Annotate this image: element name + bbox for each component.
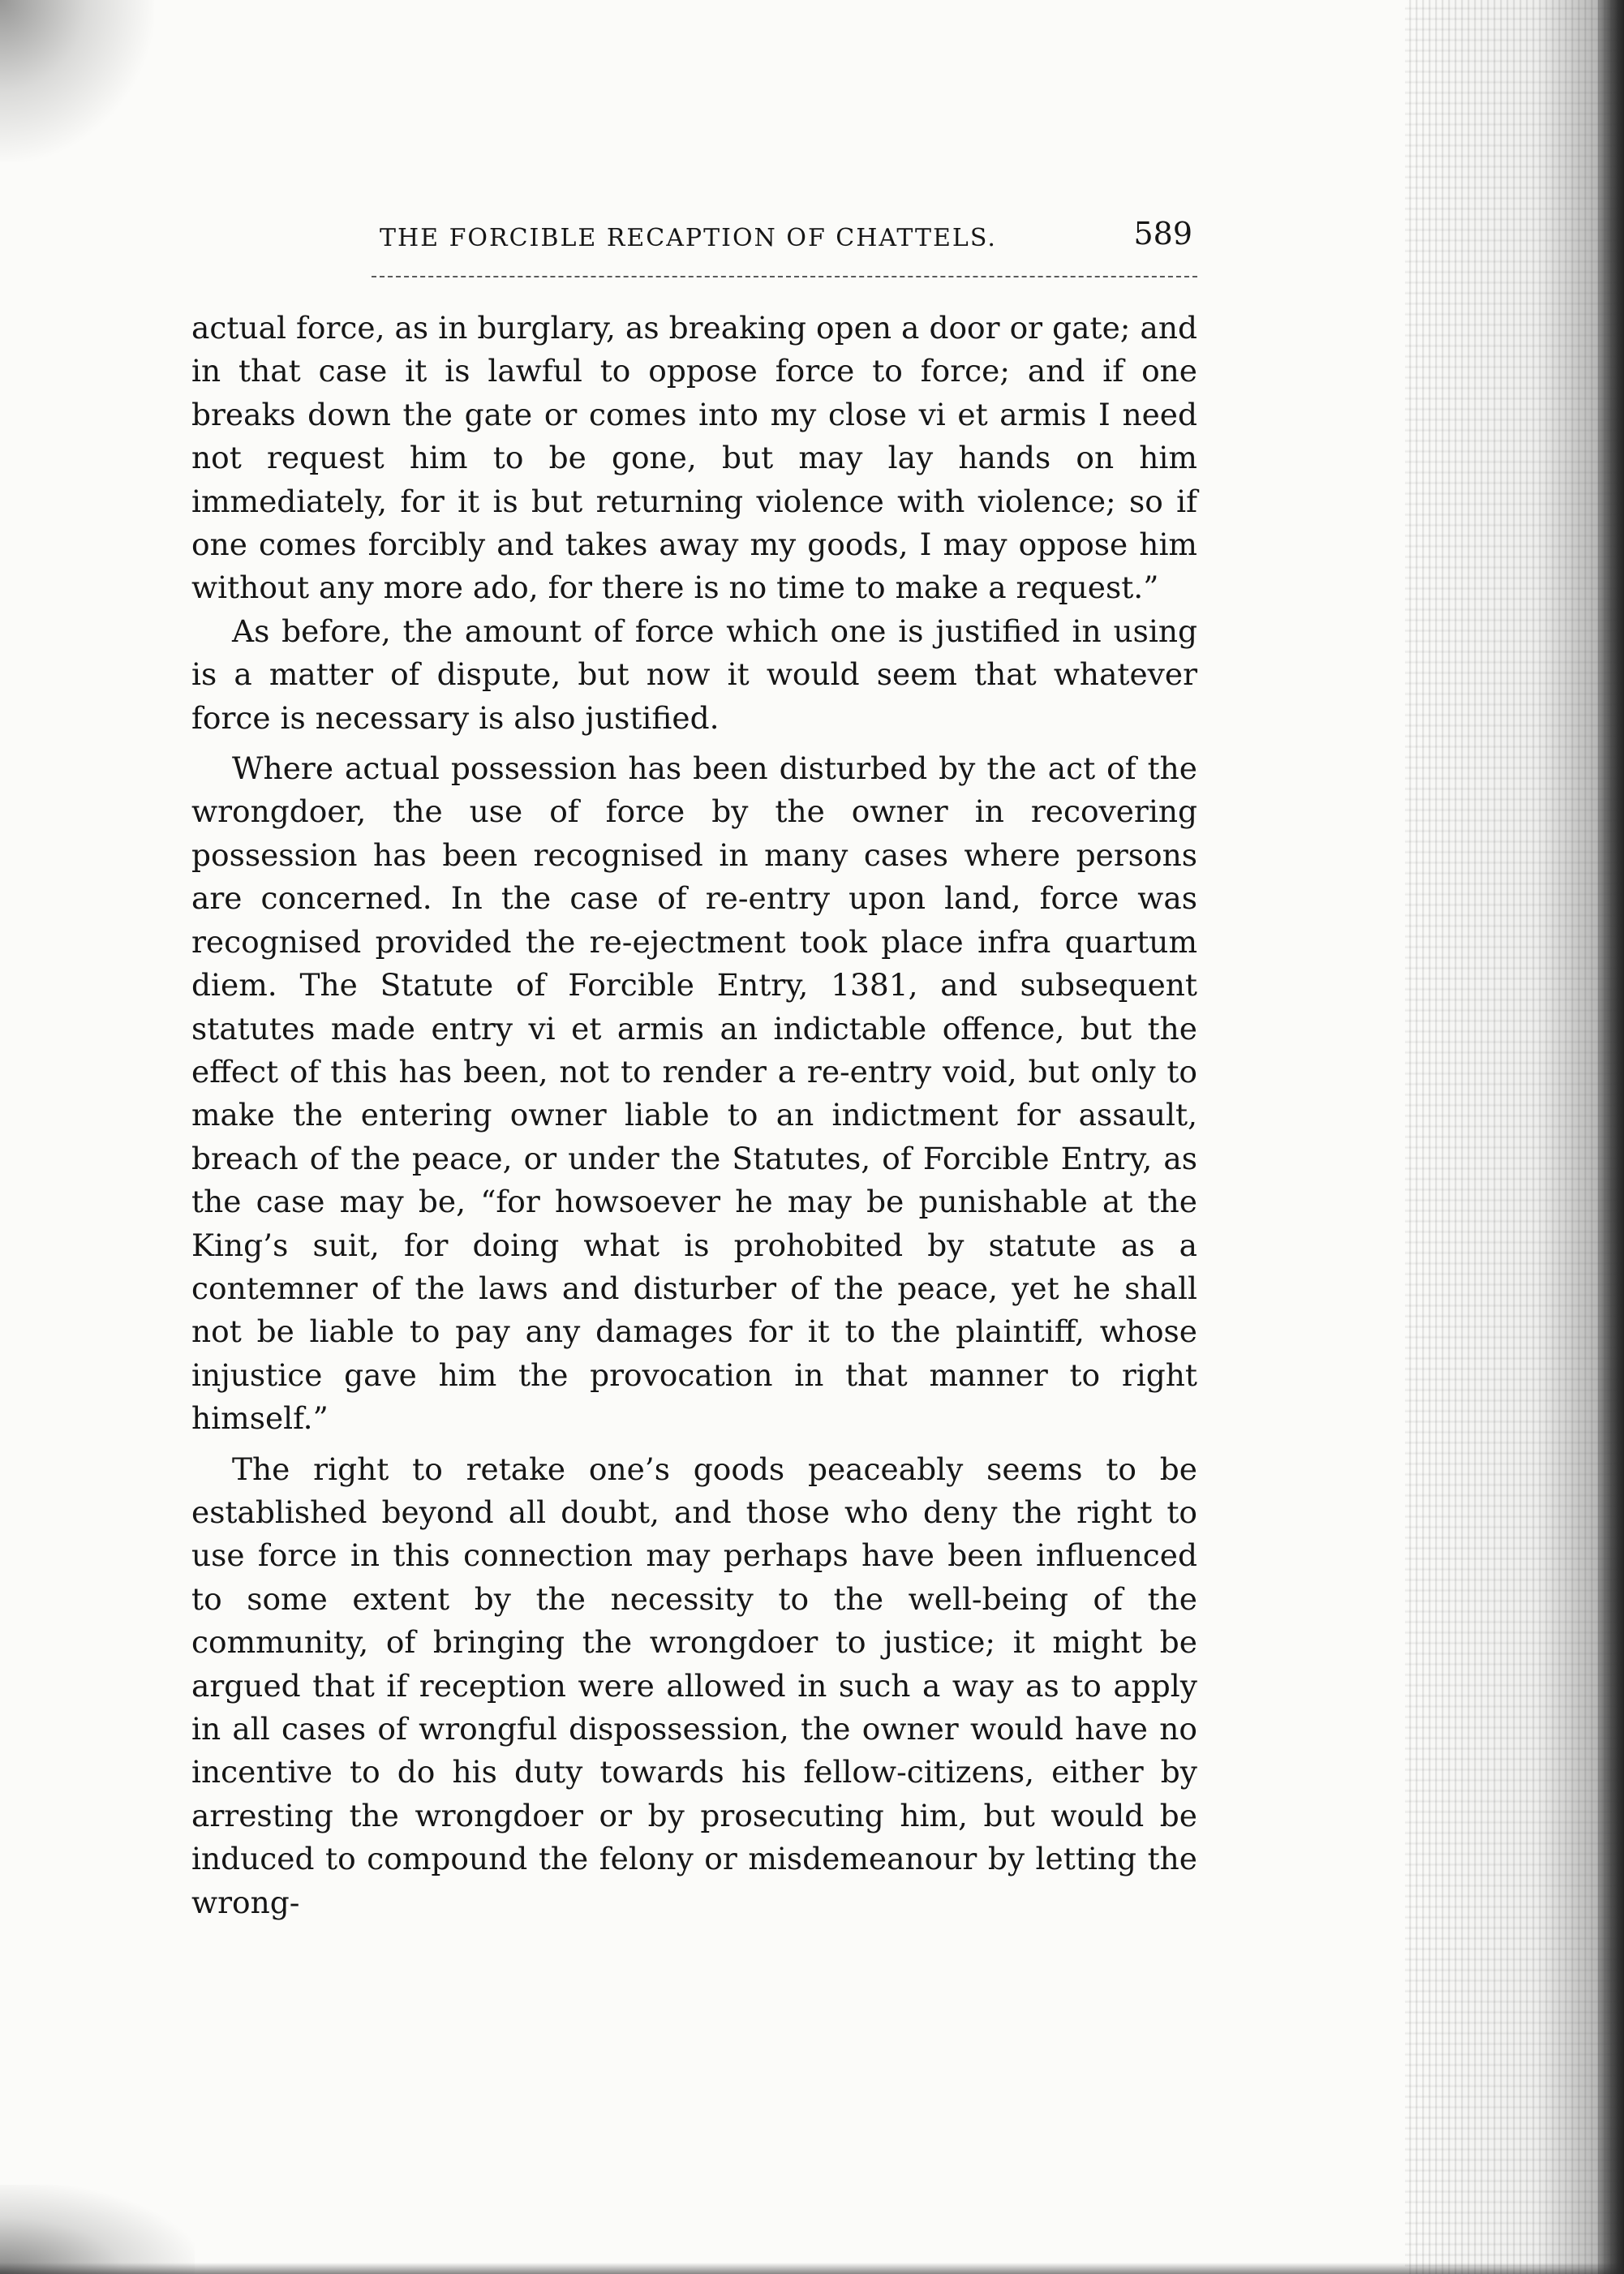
running-title: THE FORCIBLE RECAPTION OF CHATTELS. bbox=[380, 224, 997, 252]
scan-shadow-top-left bbox=[0, 0, 154, 162]
body-text bbox=[191, 307, 1197, 1924]
page-number: 589 bbox=[1133, 216, 1192, 251]
paragraph-1: actual force, as in burglary, as breaking open a door or gate; and in that case it is lawful to oppose force to force; and if one breaks down the gate or comes into my close vi et armis I need not request him to be gone, but may lay hands on him immediately, for it is but returning violence with violence; so if one comes forcibly and takes away my goods, I may oppose him without any more ado, for there is no time to make a request.” bbox=[191, 310, 1197, 606]
scan-edge-right-dark bbox=[1598, 0, 1624, 2274]
header-rule bbox=[372, 276, 1197, 277]
scan-shadow-bottom-left bbox=[0, 2185, 195, 2274]
paragraph-2: As before, the amount of force which one is justified in using is a matter of dispute, but now it would seem that whatever force is necessary is also justified. bbox=[191, 613, 1197, 736]
paragraph-4: The right to retake one’s goods peaceably seems to be established beyond all doubt, and those who deny the right to use force in this connection may perhaps have been influenced to some extent by the necessity to the well-being of the community, of bringing the wrongdoer to justice; it might be argued that if reception were allowed in such a way as to apply in all cases of wrongful dispossession, the owner would have no incentive to do his duty towards his fellow-citizens, either by arresting the wrongdoer or by prosecuting him, but would be induced to compound the felony or misdemeanour by letting the wrong- bbox=[191, 1451, 1197, 1920]
scan-edge-bottom bbox=[0, 2263, 1624, 2274]
scan-edge-right bbox=[1405, 0, 1624, 2274]
paragraph-3: Where actual possession has been disturbed by the act of the wrongdoer, the use of force by the owner in recovering possession has been recognised in many cases where persons are concerned. In the case of re-entry upon land, force was recognised provided the re-ejectment took place infra quartum diem. The Statute of Forcible Entry, 1381, and subsequent statutes made entry vi et armis an indictable offence, but the effect of this has been, not to render a re-entry void, but only to make the entering owner liable to an indictment for assault, breach of the peace, or under the Statutes, of Forcible Entry, as the case may be, “for howsoever he may be punishable at the King’s suit, for doing what is prohobited by statute as a contemner of the laws and disturber of the peace, yet he shall not be liable to pay any damages for it to the plaintiff, whose injustice gave him the provocation in that manner to right himself.” bbox=[191, 750, 1197, 1437]
page-header bbox=[191, 216, 1197, 281]
